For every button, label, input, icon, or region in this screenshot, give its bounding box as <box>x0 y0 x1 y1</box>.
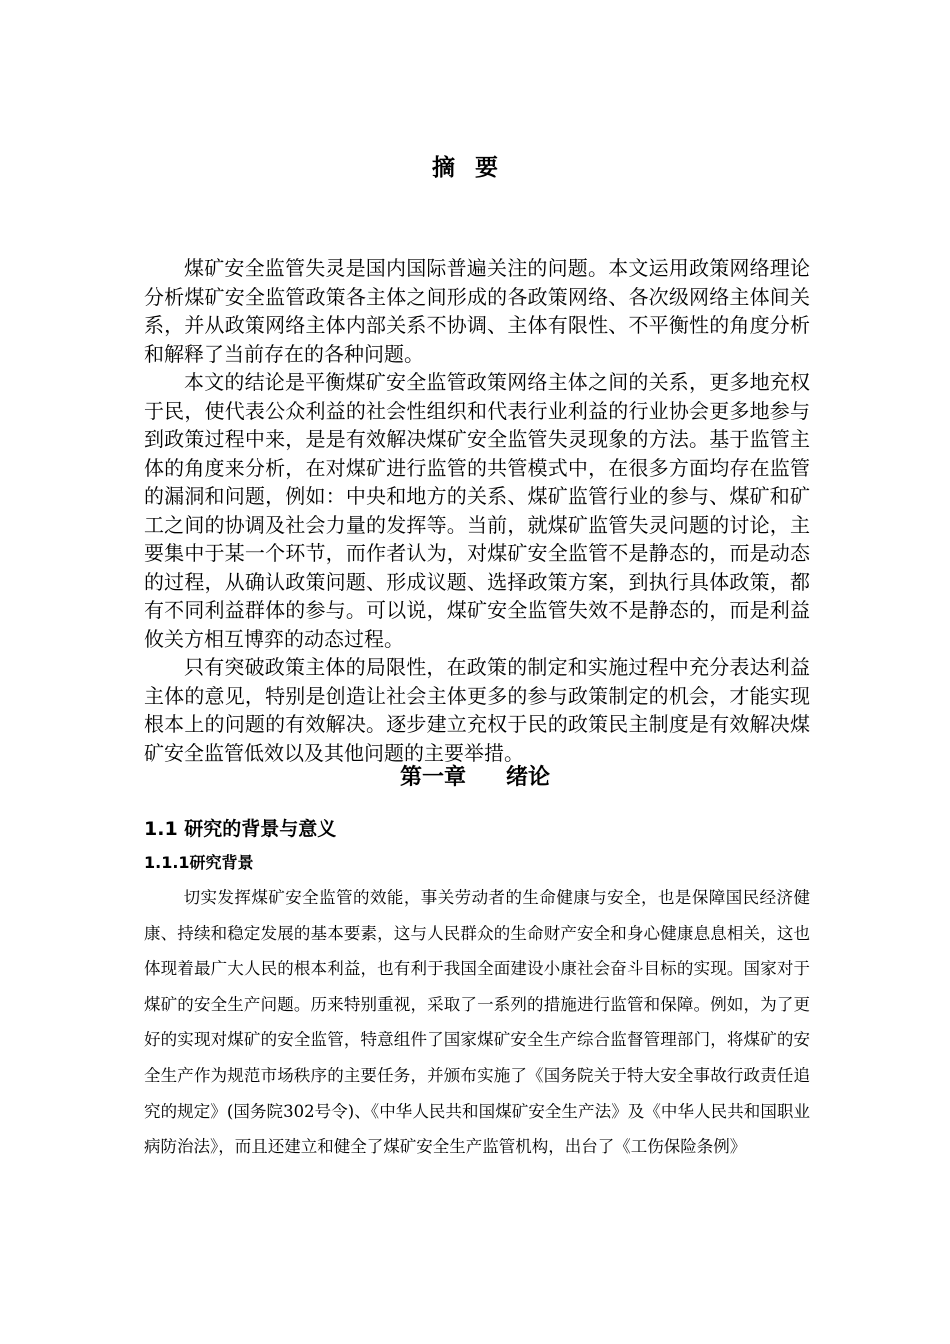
abstract-paragraph: 只有突破政策主体的局限性，在政策的制定和实施过程中充分表达利益主体的意见，特别是创造让社会主体更多的参与政策制定的机会，才能实现根本上的问题的有效解决。逐步建立充权于民的政策民主制度是有效解决煤矿安全监管低效以及其他问题的主要举措。 <box>144 655 810 765</box>
chapter-title: 绪论 <box>506 764 551 790</box>
section-heading: 1.1 研究的背景与意义 <box>144 818 337 840</box>
abstract-paragraph: 煤矿安全监管失灵是国内国际普遍关注的问题。本文运用政策网络理论分析煤矿安全监管政策各主体之间形成的各政策网络、各次级网络主体间关系，并从政策网络主体内部关系不协调、主体有限性、不平衡性的角度分析和解释了当前存在的各种问题。 <box>144 256 810 366</box>
abstract-body <box>144 254 810 767</box>
body-paragraph: 切实发挥煤矿安全监管的效能，事关劳动者的生命健康与安全，也是保障国民经济健康、持续和稳定发展的基本要素，这与人民群众的生命财产安全和身心健康息息相关，这也体现着最广大人民的根本利益，也有利于我国全面建设小康社会奋斗目标的实现。国家对于煤矿的安全生产问题。历来特别重视，采取了一系列的措施进行监管和保障。例如，为了更好的实现对煤矿的安全监管，特意组件了国家煤矿安全生产综合监督管理部门，将煤矿的安全生产作为规范市场秩序的主要任务，并颁布实施了《国务院关于特大安全事故行政责任追究的规定》(国务院302号令)、《中华人民共和国煤矿安全生产法》及《中华人民共和国职业病防治法》，而且还建立和健全了煤矿安全生产监管机构，出台了《工伤保险条例》 <box>144 888 810 1157</box>
chapter-heading <box>0 760 950 794</box>
abstract-title: 摘要 <box>432 154 518 181</box>
background-body <box>144 880 810 1165</box>
chapter-number: 第一章 <box>399 764 466 790</box>
subsection-heading: 1.1.1研究背景 <box>144 853 254 872</box>
abstract-paragraph: 本文的结论是平衡煤矿安全监管政策网络主体之间的关系，更多地充权于民，使代表公众利益的社会性组织和代表行业利益的行业协会更多地参与到政策过程中来，是是有效解决煤矿安全监管失灵现象的方法。基于监管主体的角度来分析，在对煤矿进行监管的共管模式中，在很多方面均存在监管的漏洞和问题，例如：中央和地方的关系、煤矿监管行业的参与、煤矿和矿工之间的协调及社会力量的发挥等。当前，就煤矿监管失灵问题的讨论，主要集中于某一个环节，而作者认为，对煤矿安全监管不是静态的，而是动态的过程，从确认政策问题、形成议题、选择政策方案，到执行具体政策，都有不同利益群体的参与。可以说，煤矿安全监管失效不是静态的，而是利益攸关方相互博弈的动态过程。 <box>144 370 810 651</box>
